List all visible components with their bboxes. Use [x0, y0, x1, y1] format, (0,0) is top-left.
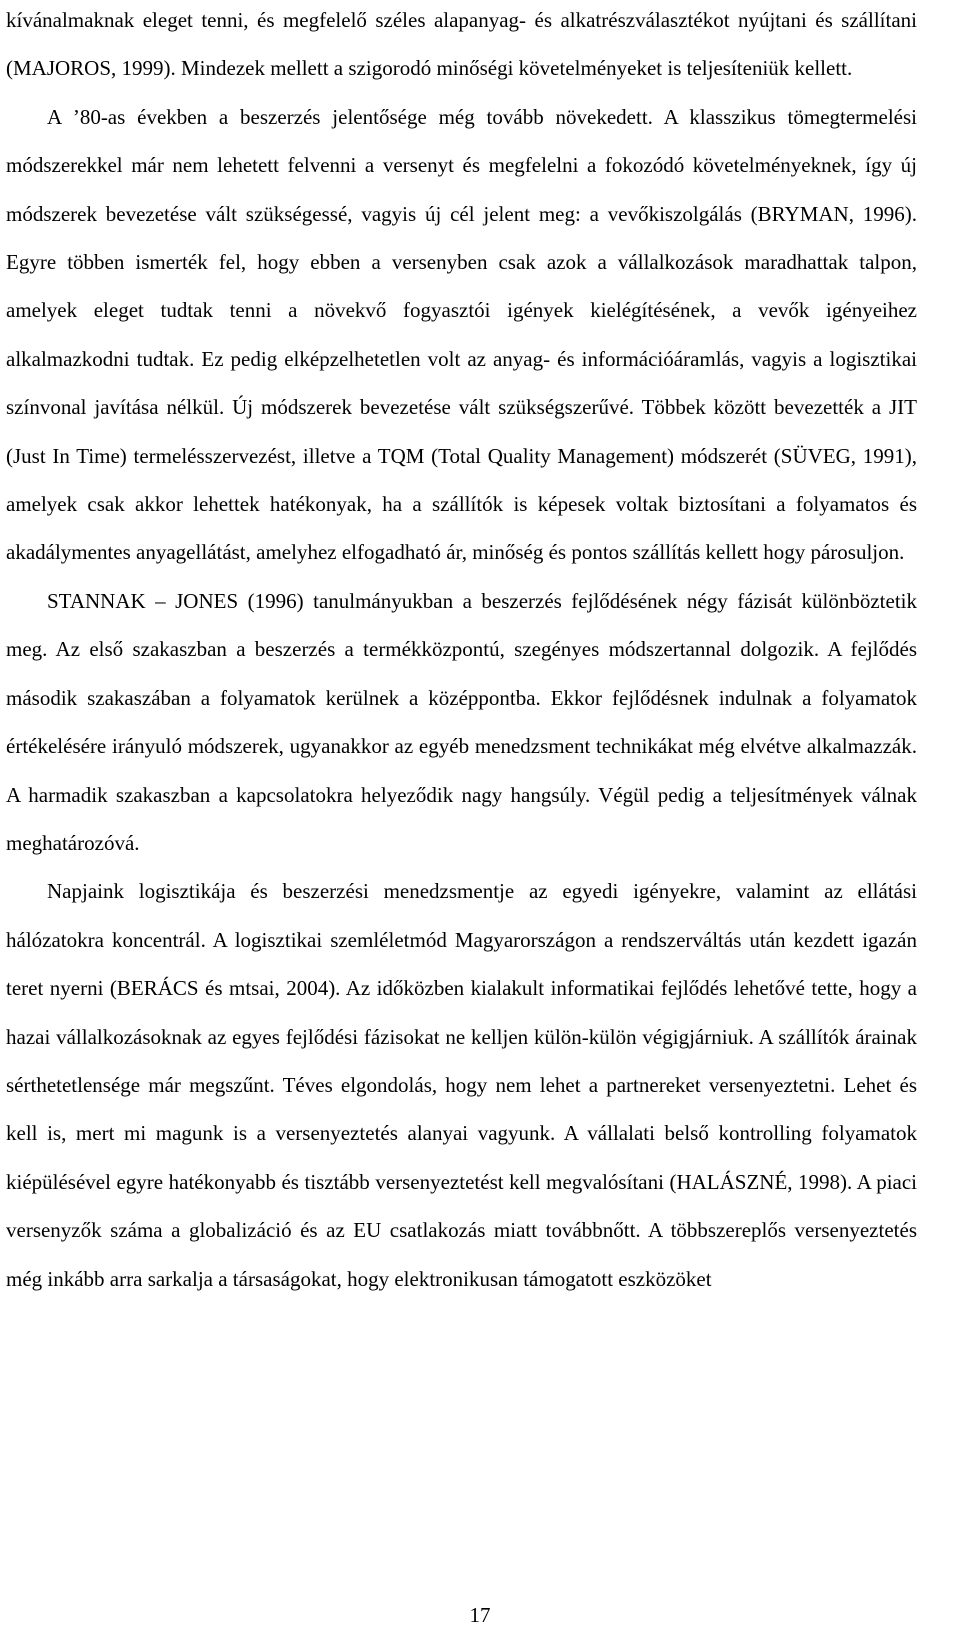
paragraph-1: kívánalmaknak eleget tenni, és megfelelő széles alapanyag- és alkatrészválasztékot nyújtani és szállítani (MAJOROS, 1999). Mindezek mellett a szigorodó minőségi követelményeket is teljesíteniük kellett. — [6, 8, 917, 81]
page-number: 17 — [469, 1603, 491, 1627]
paragraph-3: STANNAK – JONES (1996) tanulmányukban a beszerzés fejlődésének négy fázisát különböztetik meg. Az első szakaszban a beszerzés a termékközpontú, szegényes módszertannal dolgozik. A fejlődés második szakaszában a folyamatok kerülnek a középpontba. Ekkor fejlődésnek indulnak a folyamatok értékelésére irányuló módszerek, ugyanakkor az egyéb menedzsment technikákat még elvétve alkalmazzák. A harmadik szakaszban a kapcsolatokra helyeződik nagy hangsúly. Végül pedig a teljesítmények válnak meghatározóvá. — [6, 588, 917, 855]
document-page — [6, 0, 917, 1303]
paragraph-4: Napjaink logisztikája és beszerzési menedzsmentje az egyedi igényekre, valamint az ellátási hálózatokra koncentrál. A logisztikai szemléletmód Magyarországon a rendszerváltás után kezdett igazán teret nyerni (BERÁCS és mtsai, 2004). Az időközben kialakult informatikai fejlődés lehetővé tette, hogy a hazai vállalkozásoknak az egyes fejlődési fázisokat ne kelljen külön-külön végigjárniuk. A szállítók árainak sérthetetlensége már megszűnt. Téves elgondolás, hogy nem lehet a partnereket versenyeztetni. Lehet és kell is, mert mi magunk is a versenyeztetés alanyai vagyunk. A vállalati belső kontrolling folyamatok kiépülésével egyre hatékonyabb és tisztább versenyeztetést kell megvalósítani (HALÁSZNÉ, 1998). A piaci versenyzők száma a globalizáció és az EU csatlakozás miatt továbbnőtt. A többszereplős versenyeztetés még inkább arra sarkalja a társaságokat, hogy elektronikusan támogatott eszközöket — [6, 879, 917, 1291]
paragraph-2: A ’80-as években a beszerzés jelentősége még tovább növekedett. A klasszikus tömegtermelési módszerekkel már nem lehetett felvenni a versenyt és megfelelni a fokozódó követelményeknek, így új módszerek bevezetése vált szükségessé, vagyis új cél jelent meg: a vevőkiszolgálás (BRYMAN, 1996). Egyre többen ismerték fel, hogy ebben a versenyben csak azok a vállalkozások maradhattak talpon, amelyek eleget tudtak tenni a növekvő fogyasztói igények kielégítésének, a vevők igényeihez alkalmazkodni tudtak. Ez pedig elképzelhetetlen volt az anyag- és információáramlás, vagyis a logisztikai színvonal javítása nélkül. Új módszerek bevezetése vált szükségszerűvé. Többek között bevezették a JIT (Just In Time) termelésszervezést, illetve a TQM (Total Quality Management) módszerét (SÜVEG, 1991), amelyek csak akkor lehettek hatékonyak, ha a szállítók is képesek voltak biztosítani a folyamatos és akadálymentes anyagellátást, amelyhez elfogadható ár, minőség és pontos szállítás kellett hogy párosuljon. — [6, 104, 917, 565]
